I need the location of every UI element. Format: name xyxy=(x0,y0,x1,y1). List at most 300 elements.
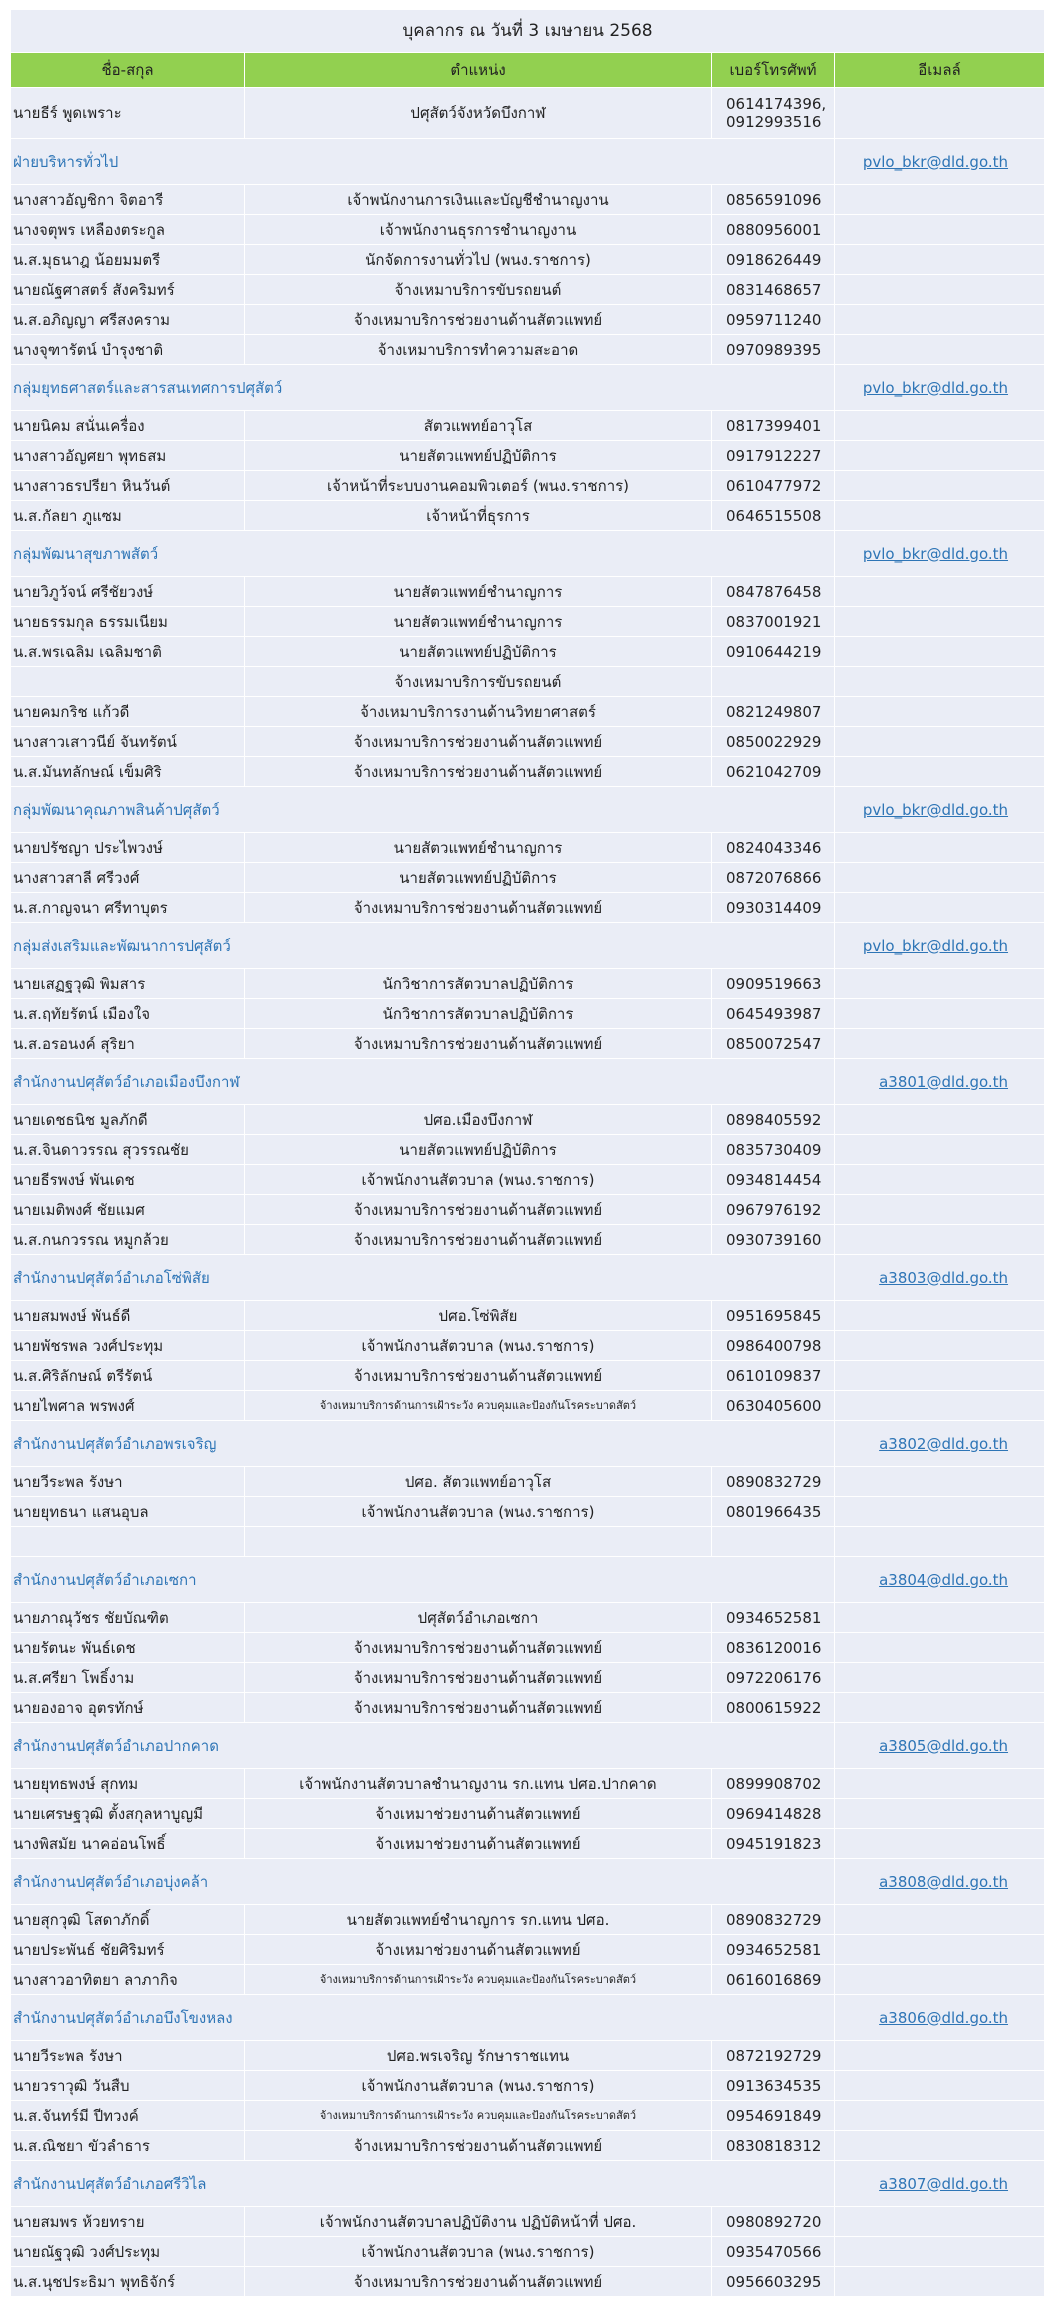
cell-email xyxy=(835,1965,1045,1995)
table-row xyxy=(11,185,1045,215)
cell-phone: 0972206176 xyxy=(712,1663,835,1693)
cell-phone: 0836120016 xyxy=(712,1633,835,1663)
cell-position: เจ้าพนักงานสัตวบาลชำนาญงาน รก.แทน ปศอ.ปากคาด xyxy=(245,1769,712,1799)
cell-name: นางสาวธรปรียา หินวันต์ xyxy=(11,471,245,501)
cell-position: ปศุสัตว์อำเภอเซกา xyxy=(245,1603,712,1633)
cell-phone: 0872192729 xyxy=(712,2041,835,2071)
cell-position: สัตวแพทย์อาวุโส xyxy=(245,411,712,441)
section-label: สำนักงานปศุสัตว์อำเภอเมืองบึงกาฬ xyxy=(11,1059,835,1105)
cell-position: จ้างเหมาบริการช่วยงานด้านสัตวแพทย์ xyxy=(245,1633,712,1663)
section-email-link[interactable]: a3802@dld.go.th xyxy=(835,1421,1045,1467)
phone-line-2: 0912993516 xyxy=(726,113,822,131)
cell-name: นายเมติพงศ์ ชัยแมศ xyxy=(11,1195,245,1225)
cell-name: น.ส.พรเฉลิม เฉลิมชาติ xyxy=(11,637,245,667)
table-row xyxy=(11,275,1045,305)
cell-position: จ้างเหมาช่วยงานด้านสัตวแพทย์ xyxy=(245,1799,712,1829)
section-row xyxy=(11,2161,1045,2207)
table-row xyxy=(11,637,1045,667)
cell-phone: 0970989395 xyxy=(712,335,835,365)
cell-phone: 0945191823 xyxy=(712,1829,835,1859)
section-row xyxy=(11,1723,1045,1769)
cell-position: จ้างเหมาบริการช่วยงานด้านสัตวแพทย์ xyxy=(245,1225,712,1255)
section-label: สำนักงานปศุสัตว์อำเภอศรีวิไล xyxy=(11,2161,835,2207)
cell-phone: 0847876458 xyxy=(712,577,835,607)
cell-name: นายนิคม สนั่นเครื่อง xyxy=(11,411,245,441)
cell-position: จ้างเหมาบริการทำความสะอาด xyxy=(245,335,712,365)
cell-email xyxy=(835,1467,1045,1497)
cell-name: นายสมพงษ์ พันธ์ดี xyxy=(11,1301,245,1331)
cell-phone: 0610109837 xyxy=(712,1361,835,1391)
cell-phone: 0880956001 xyxy=(712,215,835,245)
cell-email xyxy=(835,245,1045,275)
cell-name: นายวิภูวัจน์ ศรีชัยวงษ์ xyxy=(11,577,245,607)
cell-name xyxy=(11,667,245,697)
cell-phone: 0850022929 xyxy=(712,727,835,757)
cell-position: จ้างเหมาช่วยงานด้านสัตวแพทย์ xyxy=(245,1935,712,1965)
cell-phone: 0850072547 xyxy=(712,1029,835,1059)
cell-position: ปศุสัตว์จังหวัดบึงกาฬ xyxy=(245,88,712,139)
cell-email xyxy=(835,2237,1045,2267)
cell-position: เจ้าหน้าที่ระบบงานคอมพิวเตอร์ (พนง.ราชการ) xyxy=(245,471,712,501)
section-email-link[interactable]: a3803@dld.go.th xyxy=(835,1255,1045,1301)
cell-position: นายสัตวแพทย์ชำนาญการ xyxy=(245,577,712,607)
section-row xyxy=(11,1059,1045,1105)
section-label: สำนักงานปศุสัตว์อำเภอพรเจริญ xyxy=(11,1421,835,1467)
cell-position: จ้างเหมาบริการช่วยงานด้านสัตวแพทย์ xyxy=(245,2267,712,2297)
cell-position: เจ้าหน้าที่ธุรการ xyxy=(245,501,712,531)
header-email: อีเมลล์ xyxy=(835,53,1045,88)
table-row xyxy=(11,727,1045,757)
table-row xyxy=(11,1301,1045,1331)
cell-name: นายเศรษฐวุฒิ ตั้งสกุลหาบูญมี xyxy=(11,1799,245,1829)
table-row xyxy=(11,1829,1045,1859)
table-row xyxy=(11,1165,1045,1195)
cell-position: เจ้าพนักงานสัตวบาล (พนง.ราชการ) xyxy=(245,2237,712,2267)
cell-phone: 0821249807 xyxy=(712,697,835,727)
table-row xyxy=(11,1361,1045,1391)
cell-name: นายเดชธนิช มูลภักดี xyxy=(11,1105,245,1135)
cell-email xyxy=(835,607,1045,637)
cell-name: นายสุกวุฒิ โสดาภักดิ์ xyxy=(11,1905,245,1935)
section-row xyxy=(11,787,1045,833)
cell-phone: 0967976192 xyxy=(712,1195,835,1225)
table-row xyxy=(11,1467,1045,1497)
table-row xyxy=(11,1391,1045,1421)
section-row xyxy=(11,1995,1045,2041)
cell-name: นายวีระพล รังษา xyxy=(11,2041,245,2071)
cell-position: จ้างเหมาบริการช่วยงานด้านสัตวแพทย์ xyxy=(245,893,712,923)
table-row xyxy=(11,305,1045,335)
cell-email xyxy=(835,1195,1045,1225)
cell-name: นายยุทธนา แสนอุบล xyxy=(11,1497,245,1527)
cell-name: น.ส.อภิญญา ศรีสงคราม xyxy=(11,305,245,335)
section-email-link[interactable]: pvlo_bkr@dld.go.th xyxy=(835,923,1045,969)
cell-name: น.ส.จินดาวรรณ สุวรรณชัย xyxy=(11,1135,245,1165)
cell-phone: 0856591096 xyxy=(712,185,835,215)
cell-phone: 0986400798 xyxy=(712,1331,835,1361)
cell-position xyxy=(245,1527,712,1557)
cell-phone: 0934652581 xyxy=(712,1603,835,1633)
cell-name: น.ส.กัลยา ภูแซม xyxy=(11,501,245,531)
section-row xyxy=(11,1859,1045,1905)
table-row xyxy=(11,471,1045,501)
cell-position: นายสัตวแพทย์ปฏิบัติการ xyxy=(245,441,712,471)
cell-phone: 0835730409 xyxy=(712,1135,835,1165)
table-row xyxy=(11,215,1045,245)
cell-phone xyxy=(712,667,835,697)
table-row xyxy=(11,1965,1045,1995)
table-row xyxy=(11,2071,1045,2101)
cell-email xyxy=(835,1663,1045,1693)
cell-position: จ้างเหมาบริการด้านการเฝ้าระวัง ควบคุมและป้องกันโรคระบาดสัตว์ xyxy=(245,1965,712,1995)
table-row xyxy=(11,893,1045,923)
cell-email xyxy=(835,1603,1045,1633)
cell-email xyxy=(835,727,1045,757)
cell-position: จ้างเหมาบริการช่วยงานด้านสัตวแพทย์ xyxy=(245,2131,712,2161)
section-label: สำนักงานปศุสัตว์อำเภอบึงโขงหลง xyxy=(11,1995,835,2041)
cell-name: นายปรัชญา ประไพวงษ์ xyxy=(11,833,245,863)
cell-phone: 0890832729 xyxy=(712,1905,835,1935)
cell-phone: 0890832729 xyxy=(712,1467,835,1497)
cell-name: นางพิสมัย นาคอ่อนโพธิ์ xyxy=(11,1829,245,1859)
cell-phone: 0630405600 xyxy=(712,1391,835,1421)
cell-position: จ้างเหมาบริการช่วยงานด้านสัตวแพทย์ xyxy=(245,1663,712,1693)
table-row xyxy=(11,1135,1045,1165)
cell-email xyxy=(835,2101,1045,2131)
table-row xyxy=(11,1603,1045,1633)
cell-phone: 0935470566 xyxy=(712,2237,835,2267)
cell-phone: 0930314409 xyxy=(712,893,835,923)
table-row xyxy=(11,999,1045,1029)
table-row xyxy=(11,667,1045,697)
cell-email xyxy=(835,411,1045,441)
table-row xyxy=(11,245,1045,275)
page-title: บุคลากร ณ วันที่ 3 เมษายน 2568 xyxy=(11,10,1045,53)
cell-phone: 0951695845 xyxy=(712,1301,835,1331)
cell-phone: 0610477972 xyxy=(712,471,835,501)
cell-position: ปศอ.เมืองบึงกาฬ xyxy=(245,1105,712,1135)
cell-email xyxy=(835,441,1045,471)
section-email-link[interactable]: a3805@dld.go.th xyxy=(835,1723,1045,1769)
cell-phone xyxy=(712,88,835,139)
table-row xyxy=(11,411,1045,441)
table-row xyxy=(11,577,1045,607)
cell-email xyxy=(835,1331,1045,1361)
cell-email xyxy=(835,697,1045,727)
cell-name: น.ส.กนกวรรณ หมูกล้วย xyxy=(11,1225,245,1255)
cell-name: นายวีระพล รังษา xyxy=(11,1467,245,1497)
table-row xyxy=(11,1331,1045,1361)
cell-phone: 0913634535 xyxy=(712,2071,835,2101)
cell-phone: 0645493987 xyxy=(712,999,835,1029)
cell-phone: 0934814454 xyxy=(712,1165,835,1195)
staff-directory xyxy=(10,9,1044,2297)
cell-email xyxy=(835,2131,1045,2161)
cell-phone: 0930739160 xyxy=(712,1225,835,1255)
cell-name: นางสาวเสาวนีย์ จันทรัตน์ xyxy=(11,727,245,757)
cell-phone: 0830818312 xyxy=(712,2131,835,2161)
cell-phone xyxy=(712,1527,835,1557)
cell-name: นายณัฐวุฒิ วงศ์ประทุม xyxy=(11,2237,245,2267)
cell-email xyxy=(835,305,1045,335)
cell-position: จ้างเหมาบริการช่วยงานด้านสัตวแพทย์ xyxy=(245,1029,712,1059)
section-row xyxy=(11,923,1045,969)
cell-email xyxy=(835,1935,1045,1965)
cell-name: นายณัฐศาสตร์ สังคริมทร์ xyxy=(11,275,245,305)
table-row xyxy=(11,1105,1045,1135)
cell-position: จ้างเหมาบริการงานด้านวิทยาศาสตร์ xyxy=(245,697,712,727)
cell-position: เจ้าพนักงานการเงินและบัญชีชำนาญงาน xyxy=(245,185,712,215)
cell-phone: 0824043346 xyxy=(712,833,835,863)
cell-name: นางสาวสาลี ศรีวงศ์ xyxy=(11,863,245,893)
cell-email xyxy=(835,1799,1045,1829)
cell-name: น.ส.ศิริลักษณ์ ตรีรัตน์ xyxy=(11,1361,245,1391)
section-label: กลุ่มพัฒนาคุณภาพสินค้าปศุสัตว์ xyxy=(11,787,835,833)
section-email-link[interactable]: pvlo_bkr@dld.go.th xyxy=(835,365,1045,411)
cell-name: นายวราวุฒิ วันสืบ xyxy=(11,2071,245,2101)
table-row xyxy=(11,1663,1045,1693)
section-label: สำนักงานปศุสัตว์อำเภอเซกา xyxy=(11,1557,835,1603)
cell-name: น.ส.จันทร์มี ปีทวงค์ xyxy=(11,2101,245,2131)
cell-email xyxy=(835,1135,1045,1165)
cell-email xyxy=(835,2041,1045,2071)
cell-email xyxy=(835,471,1045,501)
cell-email xyxy=(835,215,1045,245)
cell-position: จ้างเหมาบริการช่วยงานด้านสัตวแพทย์ xyxy=(245,1195,712,1225)
table-row xyxy=(11,2131,1045,2161)
cell-email xyxy=(835,1497,1045,1527)
cell-name: นายพัชรพล วงศ์ประทุม xyxy=(11,1331,245,1361)
cell-email xyxy=(835,1527,1045,1557)
cell-name: นางสาวอัญศยา พุทธสม xyxy=(11,441,245,471)
cell-name: นายไพศาล พรพงศ์ xyxy=(11,1391,245,1421)
table-row xyxy=(11,1935,1045,1965)
title-row xyxy=(11,10,1045,53)
table-row xyxy=(11,1225,1045,1255)
cell-phone: 0616016869 xyxy=(712,1965,835,1995)
header-row xyxy=(11,53,1045,88)
cell-position: นายสัตวแพทย์ชำนาญการ xyxy=(245,607,712,637)
table-row xyxy=(11,2237,1045,2267)
cell-phone: 0969414828 xyxy=(712,1799,835,1829)
section-email-link[interactable]: a3808@dld.go.th xyxy=(835,1859,1045,1905)
cell-position: นายสัตวแพทย์ปฏิบัติการ xyxy=(245,863,712,893)
table-row xyxy=(11,1905,1045,1935)
cell-email xyxy=(835,2071,1045,2101)
cell-phone: 0934652581 xyxy=(712,1935,835,1965)
cell-position: นักวิชาการสัตวบาลปฏิบัติการ xyxy=(245,969,712,999)
cell-name: น.ส.ศรียา โพธิ์งาม xyxy=(11,1663,245,1693)
section-row xyxy=(11,1421,1045,1467)
table-row xyxy=(11,757,1045,787)
cell-email xyxy=(835,1029,1045,1059)
cell-name: น.ส.กาญจนา ศรีทาบุตร xyxy=(11,893,245,923)
cell-name: นายเสฏฐวุฒิ พิมสาร xyxy=(11,969,245,999)
section-label: สำนักงานปศุสัตว์อำเภอปากคาด xyxy=(11,1723,835,1769)
cell-phone: 0910644219 xyxy=(712,637,835,667)
cell-phone: 0646515508 xyxy=(712,501,835,531)
cell-name: น.ส.มุธนาฎ น้อยมมตรี xyxy=(11,245,245,275)
table-row xyxy=(11,1693,1045,1723)
cell-phone: 0801966435 xyxy=(712,1497,835,1527)
cell-email xyxy=(835,1829,1045,1859)
cell-position: เจ้าพนักงานธุรการชำนาญงาน xyxy=(245,215,712,245)
section-label: กลุ่มยุทธศาสตร์และสารสนเทศการปศุสัตว์ xyxy=(11,365,835,411)
cell-name: นางสาวอาทิตยา ลาภากิจ xyxy=(11,1965,245,1995)
section-email-link[interactable]: a3807@dld.go.th xyxy=(835,2161,1045,2207)
table-row xyxy=(11,88,1045,139)
cell-email xyxy=(835,2267,1045,2297)
cell-email xyxy=(835,1693,1045,1723)
cell-phone: 0898405592 xyxy=(712,1105,835,1135)
cell-position: จ้างเหมาบริการขับรถยนต์ xyxy=(245,275,712,305)
header-position: ตำแหน่ง xyxy=(245,53,712,88)
cell-email xyxy=(835,501,1045,531)
table-row xyxy=(11,1769,1045,1799)
cell-email xyxy=(835,1905,1045,1935)
cell-phone: 0831468657 xyxy=(712,275,835,305)
cell-phone: 0817399401 xyxy=(712,411,835,441)
cell-name: นายรัตนะ พันธ์เดช xyxy=(11,1633,245,1663)
section-label: ฝ่ายบริหารทั่วไป xyxy=(11,139,835,185)
cell-name: น.ส.นุชประธิมา พุทธิจักร์ xyxy=(11,2267,245,2297)
cell-phone: 0980892720 xyxy=(712,2207,835,2237)
cell-name: นางสาวอัญชิกา จิตอารี xyxy=(11,185,245,215)
table-row xyxy=(11,607,1045,637)
cell-position: ปศอ.พรเจริญ รักษาราชแทน xyxy=(245,2041,712,2071)
cell-name: นายภาณุวัชร ชัยบัณฑิต xyxy=(11,1603,245,1633)
cell-phone: 0918626449 xyxy=(712,245,835,275)
cell-name: นายธีร์ พูดเพราะ xyxy=(11,88,245,139)
cell-email xyxy=(835,863,1045,893)
cell-position: จ้างเหมาบริการช่วยงานด้านสัตวแพทย์ xyxy=(245,305,712,335)
section-row xyxy=(11,365,1045,411)
section-email-link[interactable]: pvlo_bkr@dld.go.th xyxy=(835,531,1045,577)
cell-email xyxy=(835,999,1045,1029)
cell-position: เจ้าพนักงานสัตวบาล (พนง.ราชการ) xyxy=(245,1497,712,1527)
section-email-link[interactable]: a3804@dld.go.th xyxy=(835,1557,1045,1603)
cell-position: นักจัดการงานทั่วไป (พนง.ราชการ) xyxy=(245,245,712,275)
cell-position: เจ้าพนักงานสัตวบาล (พนง.ราชการ) xyxy=(245,1331,712,1361)
cell-position: จ้างเหมาบริการช่วยงานด้านสัตวแพทย์ xyxy=(245,1361,712,1391)
cell-position: เจ้าพนักงานสัตวบาล (พนง.ราชการ) xyxy=(245,2071,712,2101)
table-row xyxy=(11,335,1045,365)
section-email-link[interactable]: pvlo_bkr@dld.go.th xyxy=(835,787,1045,833)
phone-line-1: 0614174396, xyxy=(726,95,827,113)
cell-phone: 0909519663 xyxy=(712,969,835,999)
table-row xyxy=(11,1633,1045,1663)
table-row xyxy=(11,969,1045,999)
cell-position: จ้างเหมาบริการด้านการเฝ้าระวัง ควบคุมและป้องกันโรคระบาดสัตว์ xyxy=(245,2101,712,2131)
cell-phone: 0917912227 xyxy=(712,441,835,471)
cell-position: จ้างเหมาบริการด้านการเฝ้าระวัง ควบคุมและป้องกันโรคระบาดสัตว์ xyxy=(245,1391,712,1421)
cell-name: นายองอาจ อุตรทักษ์ xyxy=(11,1693,245,1723)
cell-email xyxy=(835,1165,1045,1195)
cell-email xyxy=(835,185,1045,215)
table-row xyxy=(11,1497,1045,1527)
cell-phone: 0959711240 xyxy=(712,305,835,335)
section-row xyxy=(11,531,1045,577)
cell-position: เจ้าพนักงานสัตวบาลปฏิบัติงาน ปฏิบัติหน้าที่ ปศอ. xyxy=(245,2207,712,2237)
cell-name: น.ส.อรอนงค์ สุริยา xyxy=(11,1029,245,1059)
section-label: สำนักงานปศุสัตว์อำเภอบุ่งคล้า xyxy=(11,1859,835,1905)
table-row xyxy=(11,2207,1045,2237)
cell-position: นายสัตวแพทย์ชำนาญการ รก.แทน ปศอ. xyxy=(245,1905,712,1935)
cell-name: นายธีรพงษ์ พันเดช xyxy=(11,1165,245,1195)
table-row xyxy=(11,1029,1045,1059)
cell-position: นายสัตวแพทย์ปฏิบัติการ xyxy=(245,1135,712,1165)
cell-phone: 0837001921 xyxy=(712,607,835,637)
cell-phone: 0956603295 xyxy=(712,2267,835,2297)
section-row xyxy=(11,1557,1045,1603)
table-row xyxy=(11,833,1045,863)
table-row xyxy=(11,501,1045,531)
cell-email xyxy=(835,757,1045,787)
cell-position: จ้างเหมาช่วยงานด้านสัตวแพทย์ xyxy=(245,1829,712,1859)
table-row xyxy=(11,1799,1045,1829)
cell-email xyxy=(835,88,1045,139)
table-row xyxy=(11,863,1045,893)
cell-name xyxy=(11,1527,245,1557)
cell-phone: 0872076866 xyxy=(712,863,835,893)
cell-email xyxy=(835,1105,1045,1135)
header-phone: เบอร์โทรศัพท์ xyxy=(712,53,835,88)
section-label: กลุ่มพัฒนาสุขภาพสัตว์ xyxy=(11,531,835,577)
table-row xyxy=(11,1527,1045,1557)
table-row xyxy=(11,2041,1045,2071)
cell-position: จ้างเหมาบริการขับรถยนต์ xyxy=(245,667,712,697)
cell-position: ปศอ.โซ่พิสัย xyxy=(245,1301,712,1331)
cell-email xyxy=(835,1769,1045,1799)
cell-name: นางจุฑารัตน์ บำรุงชาติ xyxy=(11,335,245,365)
cell-position: ปศอ. สัตวแพทย์อาวุโส xyxy=(245,1467,712,1497)
cell-phone: 0621042709 xyxy=(712,757,835,787)
cell-name: นางจตุพร เหลืองตระกูล xyxy=(11,215,245,245)
section-email-link[interactable]: pvlo_bkr@dld.go.th xyxy=(835,139,1045,185)
cell-email xyxy=(835,335,1045,365)
cell-email xyxy=(835,2207,1045,2237)
section-email-link[interactable]: a3801@dld.go.th xyxy=(835,1059,1045,1105)
cell-email xyxy=(835,1361,1045,1391)
cell-name: น.ส.ณิชยา ขัวลำธาร xyxy=(11,2131,245,2161)
section-email-link[interactable]: a3806@dld.go.th xyxy=(835,1995,1045,2041)
cell-name: นายสมพร ห้วยทราย xyxy=(11,2207,245,2237)
cell-position: จ้างเหมาบริการช่วยงานด้านสัตวแพทย์ xyxy=(245,757,712,787)
cell-email xyxy=(835,1391,1045,1421)
section-label: สำนักงานปศุสัตว์อำเภอโซ่พิสัย xyxy=(11,1255,835,1301)
cell-phone: 0954691849 xyxy=(712,2101,835,2131)
cell-position: นายสัตวแพทย์ชำนาญการ xyxy=(245,833,712,863)
cell-name: นายประพันธ์ ชัยศิริมทร์ xyxy=(11,1935,245,1965)
table-row xyxy=(11,2101,1045,2131)
cell-name: นายธรรมกุล ธรรมเนียม xyxy=(11,607,245,637)
cell-name: น.ส.มันทลักษณ์ เข็มศิริ xyxy=(11,757,245,787)
cell-email xyxy=(835,893,1045,923)
staff-table xyxy=(10,9,1045,2297)
cell-email xyxy=(835,1225,1045,1255)
table-row xyxy=(11,697,1045,727)
cell-name: นายยุทธพงษ์ สุกทม xyxy=(11,1769,245,1799)
cell-email xyxy=(835,577,1045,607)
cell-email xyxy=(835,1633,1045,1663)
cell-name: นายคมกริช แก้วดี xyxy=(11,697,245,727)
cell-email xyxy=(835,1301,1045,1331)
cell-email xyxy=(835,275,1045,305)
cell-email xyxy=(835,833,1045,863)
section-row xyxy=(11,139,1045,185)
cell-position: นายสัตวแพทย์ปฏิบัติการ xyxy=(245,637,712,667)
table-row xyxy=(11,2267,1045,2297)
